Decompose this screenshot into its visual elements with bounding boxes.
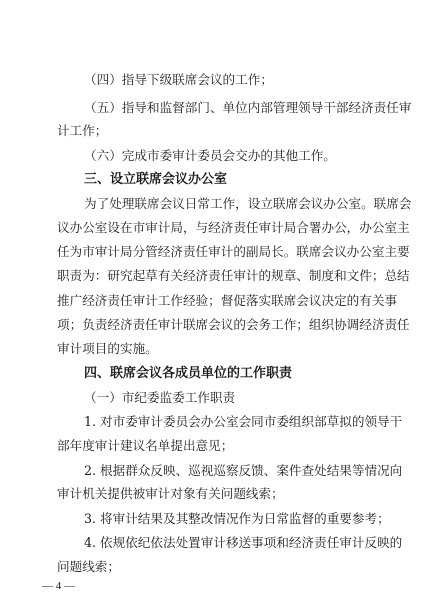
subsection-heading: （一）市纪委监委工作职责 <box>84 390 236 405</box>
paragraph-line: （六）完成市委审计委员会交办的其他工作。 <box>84 148 336 163</box>
paragraph-line: 4. 依规依纪依法处置审计移送事项和经济责任审计反映的 <box>84 535 403 550</box>
paragraph-line: 职责为：研究起草有关经济责任审计的规章、制度和文件；总结 <box>57 268 410 283</box>
paragraph-line: 项；负责经济责任审计联席会议的会务工作；组织协调经济责任 <box>57 317 410 332</box>
paragraph-line: 审计机关提供被审计对象有关问题线索； <box>57 486 284 501</box>
paragraph-line: （四）指导下级联席会议的工作； <box>84 72 273 87</box>
paragraph-line: 为了处理联席会议日常工作，设立联席会议办公室。联席会 <box>84 196 412 211</box>
paragraph-line: （五）指导和监督部门、单位内部管理领导干部经济责任审 <box>84 100 412 115</box>
paragraph-line: 问题线索； <box>57 559 120 574</box>
paragraph-line: 任为市审计局分管经济责任审计的副局长。联席会议办公室主要 <box>57 244 410 259</box>
paragraph-line: 计工作； <box>57 123 108 138</box>
paragraph-line: 推广经济责任审计工作经验；督促落实联席会议决定的有关事 <box>57 293 398 308</box>
paragraph-line: 审计项目的实施。 <box>57 341 158 356</box>
section-heading: 三、设立联席会议办公室 <box>84 172 228 187</box>
page-number: — 4 — <box>42 580 75 592</box>
paragraph-line: 3. 将审计结果及其整改情况作为日常监督的重要参考； <box>84 511 390 526</box>
paragraph-line: 1. 对市委审计委员会办公室会同市委组织部草拟的领导干 <box>84 414 403 429</box>
paragraph-line: 议办公室设在市审计局，与经济责任审计局合署办公，办公室主 <box>57 220 410 235</box>
paragraph-line: 部年度审计建议名单提出意见； <box>57 438 234 453</box>
paragraph-line: 2. 根据群众反映、巡视巡察反馈、案件查处结果等情况向 <box>84 463 403 478</box>
section-heading: 四、联席会议各成员单位的工作职责 <box>84 366 293 381</box>
